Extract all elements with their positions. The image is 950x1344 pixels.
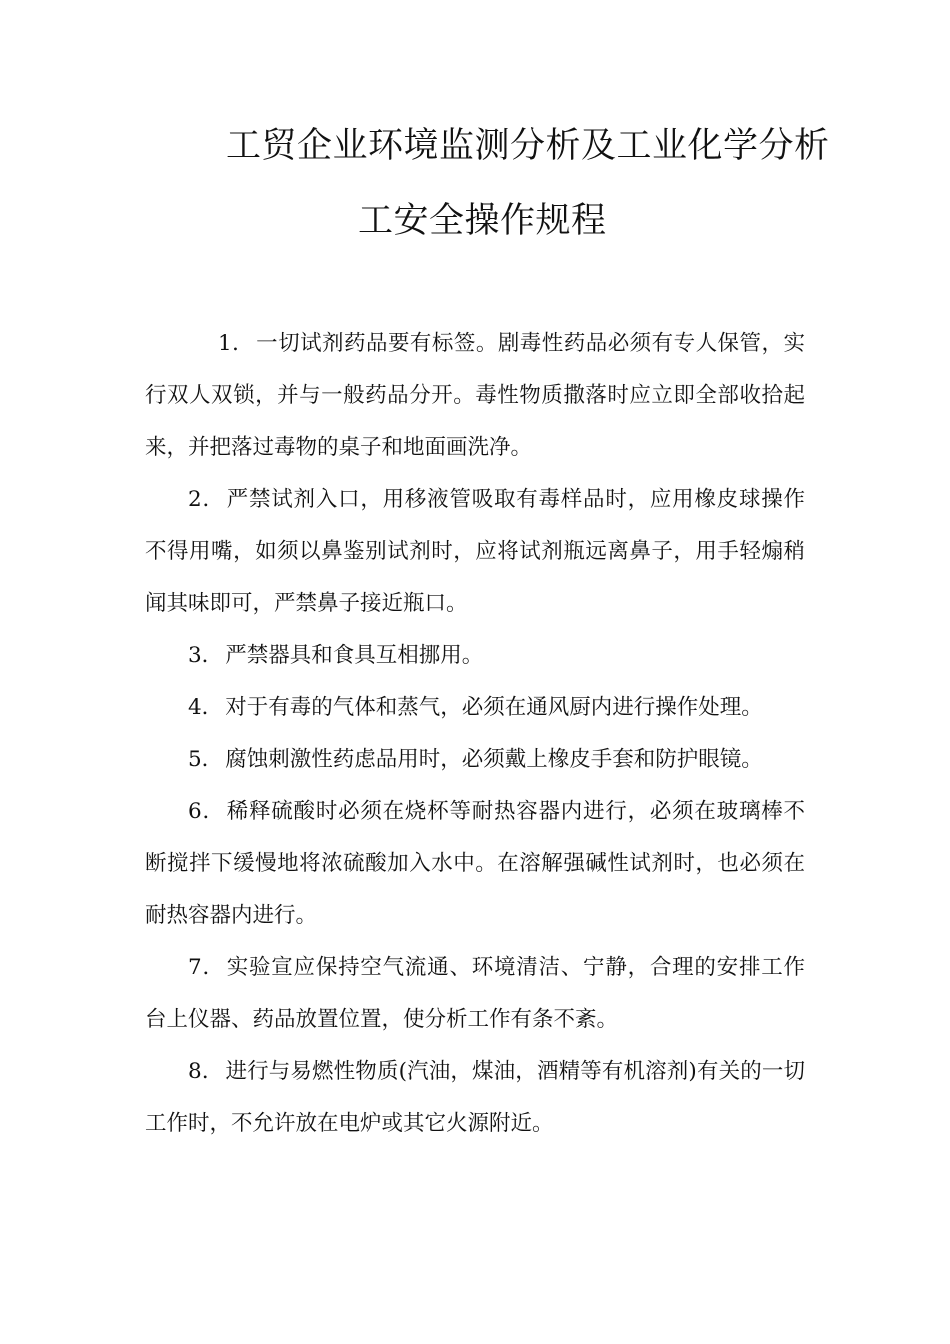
rule-number: 1． [218, 331, 255, 356]
rule-item-6 [145, 786, 805, 942]
rule-item-3 [145, 630, 805, 682]
rule-text: 进行与易燃性物质(汽油，煤油，酒精等有机溶剂)有关的一切工作时，不允许放在电炉或其它火源附近。 [145, 1059, 806, 1136]
rule-item-8 [145, 1046, 805, 1150]
rule-item-2 [145, 474, 805, 630]
rule-text: 一切试剂药品要有标签。剧毒性药品必须有专人保管，实行双人双锁，并与一般药品分开。毒性物质撒落时应立即全部收拾起来，并把落过毒物的桌子和地面画洗净。 [145, 331, 805, 460]
rule-number: 2． [188, 487, 225, 512]
rule-item-4 [145, 682, 805, 734]
rule-number: 6． [188, 799, 225, 824]
rule-item-1 [145, 318, 805, 474]
document-title-line-1: 工贸企业环境监测分析及工业化学分析 [226, 126, 830, 166]
rule-number: 5． [188, 747, 224, 772]
rule-item-7 [145, 942, 805, 1046]
rule-number: 7． [188, 955, 225, 980]
rule-item-5 [145, 734, 805, 786]
rule-text: 腐蚀刺激性药虑品用时，必须戴上橡皮手套和防护眼镜。 [225, 747, 763, 772]
rule-number: 3． [188, 643, 224, 668]
document-title-line-2: 工安全操作规程 [358, 201, 607, 241]
rule-number: 4． [188, 695, 224, 720]
rule-text: 严禁试剂入口，用移液管吸取有毒样品时，应用橡皮球操作不得用嘴，如须以鼻鉴别试剂时，应将试剂瓶远离鼻子，用手轻煽稍闻其味即可，严禁鼻子接近瓶口。 [145, 487, 805, 616]
rule-text: 实验宣应保持空气流通、环境清洁、宁静，合理的安排工作台上仪器、药品放置位置，使分析工作有条不紊。 [145, 955, 805, 1032]
rule-text: 对于有毒的气体和蒸气，必须在通风厨内进行操作处理。 [225, 695, 763, 720]
rule-text: 严禁器具和食具互相挪用。 [225, 643, 484, 668]
rule-text: 稀释硫酸时必须在烧杯等耐热容器内进行，必须在玻璃棒不断搅拌下缓慢地将浓硫酸加入水中。在溶解强碱性试剂时，也必须在耐热容器内进行。 [145, 799, 805, 928]
document-body [145, 318, 805, 1150]
rule-number: 8． [188, 1059, 224, 1084]
